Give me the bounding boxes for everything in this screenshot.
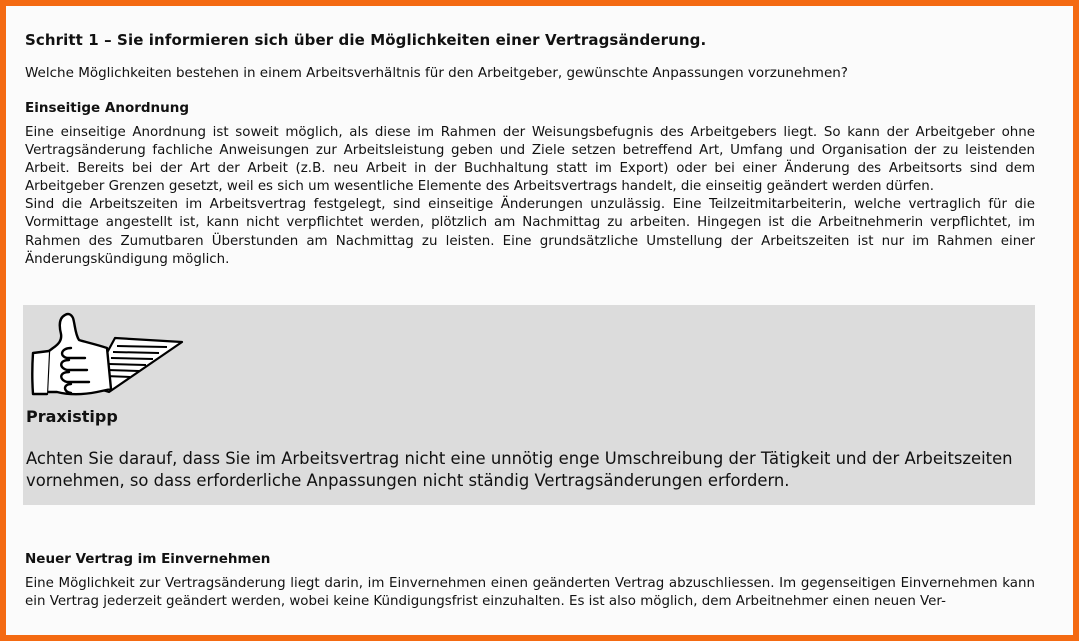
section-einvernehmen bbox=[25, 550, 1035, 611]
page-title: Schritt 1 – Sie informieren sich über die Möglichkeiten einer Vertragsänderung. bbox=[25, 31, 707, 49]
tip-title: Praxistipp bbox=[26, 407, 118, 426]
practice-tip-box bbox=[23, 305, 1035, 505]
paragraph-einvernehmen-1: Eine Möglichkeit zur Vertragsänderung liegt darin, im Einvernehmen einen geänderten Vertrag abzuschliessen. Im gegenseitigen Einvernehmen kann ein Vertrag jederzeit geändert werden, wobei keine Kündigungsfrist einzuhalten. Es ist also möglich, dem Arbeitnehmer einen neuen Ver- bbox=[25, 576, 1035, 610]
thumbs-up-icon bbox=[29, 312, 184, 400]
main-content bbox=[25, 30, 1035, 269]
paragraph-einseitig-2: Sind die Arbeitszeiten im Arbeitsvertrag festgelegt, sind einseitige Änderungen unzulässig. Eine Teilzeitmitarbeiterin, welche vertraglich für die Vormittage angestellt ist, kann nicht verpflichtet werden, plötzlich am Nachmittag zu arbeiten. Hingegen ist die Arbeitnehmerin verpflichtet, im Rahmen des Zumutbaren Überstunden am Nachmittag zu leisten. Eine grundsätzliche Umstellung der Arbeitszeiten ist nur im Rahmen einer Änderungskündigung möglich. bbox=[25, 197, 1035, 267]
paragraph-einseitig-1: Eine einseitige Anordnung ist soweit möglich, als diese im Rahmen der Weisungsbefugnis des Arbeitgebers liegt. So kann der Arbeitgeber ohne Vertragsänderung fachliche Anweisungen zur Arbeitsleistung geben und Ziele setzen betreffend Art, Umfang und Organisation der zu leistenden Arbeit. Bereits bei der Art der Arbeit (z.B. neu Arbeit in der Buchhaltung statt im Export) oder bei einer Änderung des Arbeitsorts sind dem Arbeitgeber Grenzen gesetzt, weil es sich um wesentliche Elemente des Arbeitsvertrags handelt, die einseitig geändert werden dürfen. bbox=[25, 125, 1035, 195]
tip-text: Achten Sie darauf, dass Sie im Arbeitsvertrag nicht eine unnötig enge Umschreibung der Tätigkeit und der Arbeitszeiten vornehmen, so dass erforderliche Anpassungen nicht ständig Vertragsänderungen erfordern. bbox=[26, 449, 1013, 490]
section-heading-einvernehmen: Neuer Vertrag im Einvernehmen bbox=[25, 551, 271, 567]
section-heading-einseitig: Einseitige Anordnung bbox=[25, 100, 190, 116]
intro-question: Welche Möglichkeiten bestehen in einem Arbeitsverhältnis für den Arbeitgeber, gewünschte Anpassungen vorzunehmen? bbox=[25, 65, 848, 81]
